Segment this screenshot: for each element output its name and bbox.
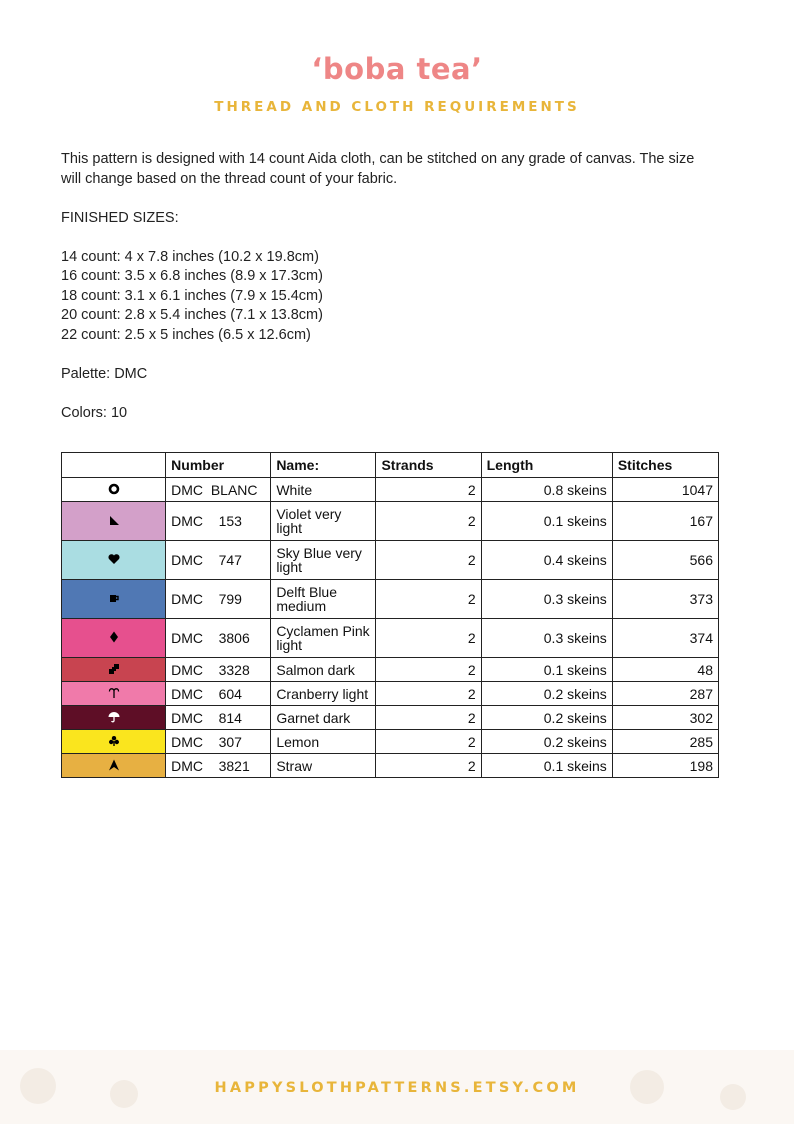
length-value: 0.3 skeins — [481, 580, 612, 619]
size-line: 18 count: 3.1 x 6.1 inches (7.9 x 15.4cm) — [61, 287, 323, 304]
strands-value: 2 — [376, 541, 481, 580]
dmc-number: DMC 604 — [166, 682, 271, 706]
strands-value: 2 — [376, 682, 481, 706]
size-line: 22 count: 2.5 x 5 inches (6.5 x 12.6cm) — [61, 326, 311, 343]
thread-name: Lemon — [271, 730, 376, 754]
color-swatch — [62, 754, 166, 778]
color-swatch — [62, 478, 166, 502]
stitches-value: 287 — [612, 682, 718, 706]
description-block — [61, 150, 741, 423]
stitches-value: 302 — [612, 706, 718, 730]
stitches-value: 374 — [612, 619, 718, 658]
intro-line: This pattern is designed with 14 count Aida cloth, can be stitched on any grade of canvas. The size — [61, 151, 695, 167]
dmc-number: DMC 747 — [166, 541, 271, 580]
size-line: 16 count: 3.5 x 6.8 inches (8.9 x 17.3cm) — [61, 268, 323, 284]
table-row — [62, 619, 719, 658]
stitches-value: 48 — [612, 658, 718, 682]
umbrella-icon — [107, 710, 121, 724]
length-value: 0.2 skeins — [481, 682, 612, 706]
color-swatch — [62, 706, 166, 730]
club-icon — [107, 734, 121, 748]
strands-value: 2 — [376, 619, 481, 658]
intro-line: will change based on the thread count of your fabric. — [61, 170, 398, 187]
caret-icon — [107, 758, 121, 772]
heart-icon — [107, 552, 121, 566]
strands-value: 2 — [376, 580, 481, 619]
footer-url: HAPPYSLOTHPATTERNS.ETSY.COM — [214, 1080, 580, 1096]
strands-value: 2 — [376, 478, 481, 502]
strands-value: 2 — [376, 730, 481, 754]
ring-icon — [107, 482, 121, 496]
length-value: 0.8 skeins — [481, 478, 612, 502]
header-number: Number — [166, 453, 271, 478]
thread-name: White — [271, 478, 376, 502]
length-value: 0.1 skeins — [481, 502, 612, 541]
length-value: 0.1 skeins — [481, 658, 612, 682]
dmc-number: DMC 3328 — [166, 658, 271, 682]
size-line: 14 count: 4 x 7.8 inches (10.2 x 19.8cm) — [61, 248, 319, 265]
strands-value: 2 — [376, 706, 481, 730]
thread-name: Cyclamen Pink light — [271, 619, 376, 658]
dmc-number: DMC 153 — [166, 502, 271, 541]
color-swatch — [62, 730, 166, 754]
dmc-number: DMC 799 — [166, 580, 271, 619]
thread-name: Delft Blue medium — [271, 580, 376, 619]
color-swatch — [62, 658, 166, 682]
pattern-title: ‘boba tea’ — [311, 52, 483, 86]
header-symbol — [62, 453, 166, 478]
table-row — [62, 580, 719, 619]
stitches-value: 1047 — [612, 478, 718, 502]
length-value: 0.3 skeins — [481, 619, 612, 658]
colors-count: Colors: 10 — [61, 404, 128, 421]
checker-icon — [107, 662, 121, 676]
finished-sizes-heading: FINISHED SIZES: — [61, 209, 179, 226]
section-subtitle: THREAD AND CLOTH REQUIREMENTS — [214, 99, 580, 115]
strands-value: 2 — [376, 754, 481, 778]
header-stitches: Stitches — [612, 453, 718, 478]
thread-name: Violet very light — [271, 502, 376, 541]
length-value: 0.2 skeins — [481, 706, 612, 730]
diamond-icon — [107, 630, 121, 644]
table-row — [62, 478, 719, 502]
stitches-value: 285 — [612, 730, 718, 754]
table-row — [62, 754, 719, 778]
length-value: 0.4 skeins — [481, 541, 612, 580]
thread-name: Garnet dark — [271, 706, 376, 730]
thread-table — [61, 452, 719, 778]
stitches-value: 167 — [612, 502, 718, 541]
color-swatch — [62, 502, 166, 541]
dmc-number: DMC 814 — [166, 706, 271, 730]
thread-name: Cranberry light — [271, 682, 376, 706]
strands-value: 2 — [376, 658, 481, 682]
length-value: 0.1 skeins — [481, 754, 612, 778]
size-line: 20 count: 2.8 x 5.4 inches (7.1 x 13.8cm) — [61, 307, 323, 323]
header-length: Length — [481, 453, 612, 478]
table-row — [62, 730, 719, 754]
thread-name: Straw — [271, 754, 376, 778]
thread-name: Sky Blue very light — [271, 541, 376, 580]
table-row — [62, 682, 719, 706]
strands-value: 2 — [376, 502, 481, 541]
aries-icon — [107, 686, 121, 700]
table-header-row — [62, 453, 719, 478]
header-strands: Strands — [376, 453, 481, 478]
color-swatch — [62, 619, 166, 658]
thread-name: Salmon dark — [271, 658, 376, 682]
length-value: 0.2 skeins — [481, 730, 612, 754]
table-row — [62, 502, 719, 541]
table-row — [62, 658, 719, 682]
table-row — [62, 706, 719, 730]
mug-icon — [107, 591, 121, 605]
header-name: Name: — [271, 453, 376, 478]
dmc-number: DMC 307 — [166, 730, 271, 754]
stitches-value: 566 — [612, 541, 718, 580]
color-swatch — [62, 682, 166, 706]
dmc-number: DMC 3821 — [166, 754, 271, 778]
palette-label: Palette: DMC — [61, 365, 148, 382]
stitches-value: 373 — [612, 580, 718, 619]
dmc-number: DMC BLANC — [166, 478, 271, 502]
triangle-icon — [107, 513, 121, 527]
stitches-value: 198 — [612, 754, 718, 778]
color-swatch — [62, 541, 166, 580]
table-row — [62, 541, 719, 580]
dmc-number: DMC 3806 — [166, 619, 271, 658]
color-swatch — [62, 580, 166, 619]
